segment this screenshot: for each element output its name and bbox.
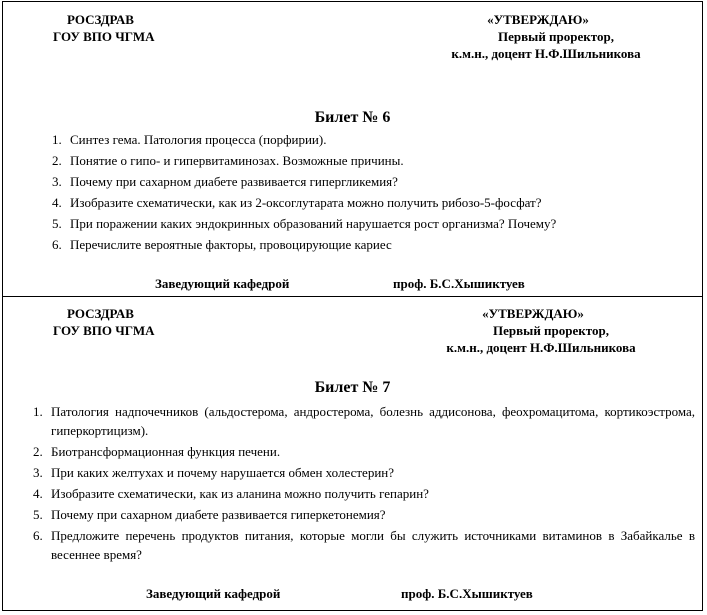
question-list — [52, 129, 556, 255]
question-text: Биотрансформационная функция печени. — [51, 444, 281, 459]
approval-block — [398, 305, 668, 356]
question-item: 2. Биотрансформационная функция печени. — [33, 444, 281, 459]
question-item: 4. Изобразите схематически, как из аланина можно получить гепарин? — [33, 486, 429, 501]
question-text: Синтез гема. Патология процесса (порфирии). — [70, 132, 327, 147]
approver-position: Первый проректор, — [493, 323, 609, 338]
question-text: Понятие о гипо- и гипервитаминозах. Возможные причины. — [70, 153, 404, 168]
question-text: Изобразите схематически, как из 2-оксоглутарата можно получить рибозо-5-фосфат? — [70, 195, 542, 210]
ministry-name: РОСЗДРАВ — [67, 306, 134, 321]
question-item: 1. Синтез гема. Патология процесса (порфирии). — [52, 132, 327, 147]
ticket-7 — [3, 298, 702, 610]
approver-position: Первый проректор, — [498, 29, 614, 44]
question-list — [33, 402, 695, 564]
organization-block — [53, 305, 155, 339]
question-text: Перечислите вероятные факторы, провоцирующие кариес — [70, 237, 392, 252]
approval-heading: «УТВЕРЖДАЮ» — [487, 12, 589, 27]
head-of-department-name: проф. Б.С.Хышиктуев — [401, 586, 533, 601]
question-text: При поражении каких эндокринных образований нарушается рост организма? Почему? — [70, 216, 557, 231]
question-text: Изобразите схематически, как из аланина можно получить гепарин? — [51, 486, 429, 501]
question-item: 3. При каких желтухах и почему нарушается обмен холестерин? — [33, 465, 395, 480]
approval-heading: «УТВЕРЖДАЮ» — [482, 306, 584, 321]
academy-name: ГОУ ВПО ЧГМА — [53, 29, 155, 44]
ticket-divider — [3, 296, 702, 297]
question-text: Почему при сахарном диабете развивается гиперкетонемия? — [51, 507, 386, 522]
ticket-6 — [3, 2, 702, 297]
question-text: Предложите перечень продуктов питания, которые могли бы служить источниками витаминов в Забайкалье в весеннее время? — [51, 528, 695, 562]
question-text: При каких желтухах и почему нарушается обмен холестерин? — [51, 465, 395, 480]
head-of-department-name: проф. Б.С.Хышиктуев — [393, 276, 525, 291]
question-item: 6. Предложите перечень продуктов питания, которые могли бы служить источниками витаминов в Забайкалье в весеннее время? — [33, 528, 695, 562]
question-item: 2. Понятие о гипо- и гипервитаминозах. Возможные причины. — [52, 153, 404, 168]
ticket-title: Билет № 7 — [314, 379, 391, 396]
head-of-department-label: Заведующий кафедрой — [155, 276, 290, 291]
academy-name: ГОУ ВПО ЧГМА — [53, 323, 155, 338]
question-item: 5. Почему при сахарном диабете развивается гиперкетонемия? — [33, 507, 386, 522]
tickets-sheet — [2, 1, 703, 611]
head-of-department-label: Заведующий кафедрой — [146, 586, 281, 601]
ticket-title: Билет № 6 — [314, 109, 391, 126]
question-text: Почему при сахарном диабете развивается гипергликемия? — [70, 174, 398, 189]
question-item: 3. Почему при сахарном диабете развивается гипергликемия? — [52, 174, 398, 189]
approval-block — [403, 11, 673, 62]
organization-block — [53, 11, 155, 45]
question-item: 4. Изобразите схематически, как из 2-оксоглутарата можно получить рибозо-5-фосфат? — [52, 195, 542, 210]
question-item: 1. Патология надпочечников (альдостерома, андростерома, болезнь аддисонова, феохромацитома, кортикоэстрома, гиперкортицизм). — [33, 404, 695, 438]
question-item: 5. При поражении каких эндокринных образований нарушается рост организма? Почему? — [52, 216, 557, 231]
approver-name: к.м.н., доцент Н.Ф.Шильникова — [451, 46, 641, 61]
ministry-name: РОСЗДРАВ — [67, 12, 134, 27]
question-text: Патология надпочечников (альдостерома, андростерома, болезнь аддисонова, феохромацитома, кортикоэстрома, гиперкортицизм). — [51, 404, 695, 438]
question-item: 6. Перечислите вероятные факторы, провоцирующие кариес — [52, 237, 392, 252]
approver-name: к.м.н., доцент Н.Ф.Шильникова — [446, 340, 636, 355]
